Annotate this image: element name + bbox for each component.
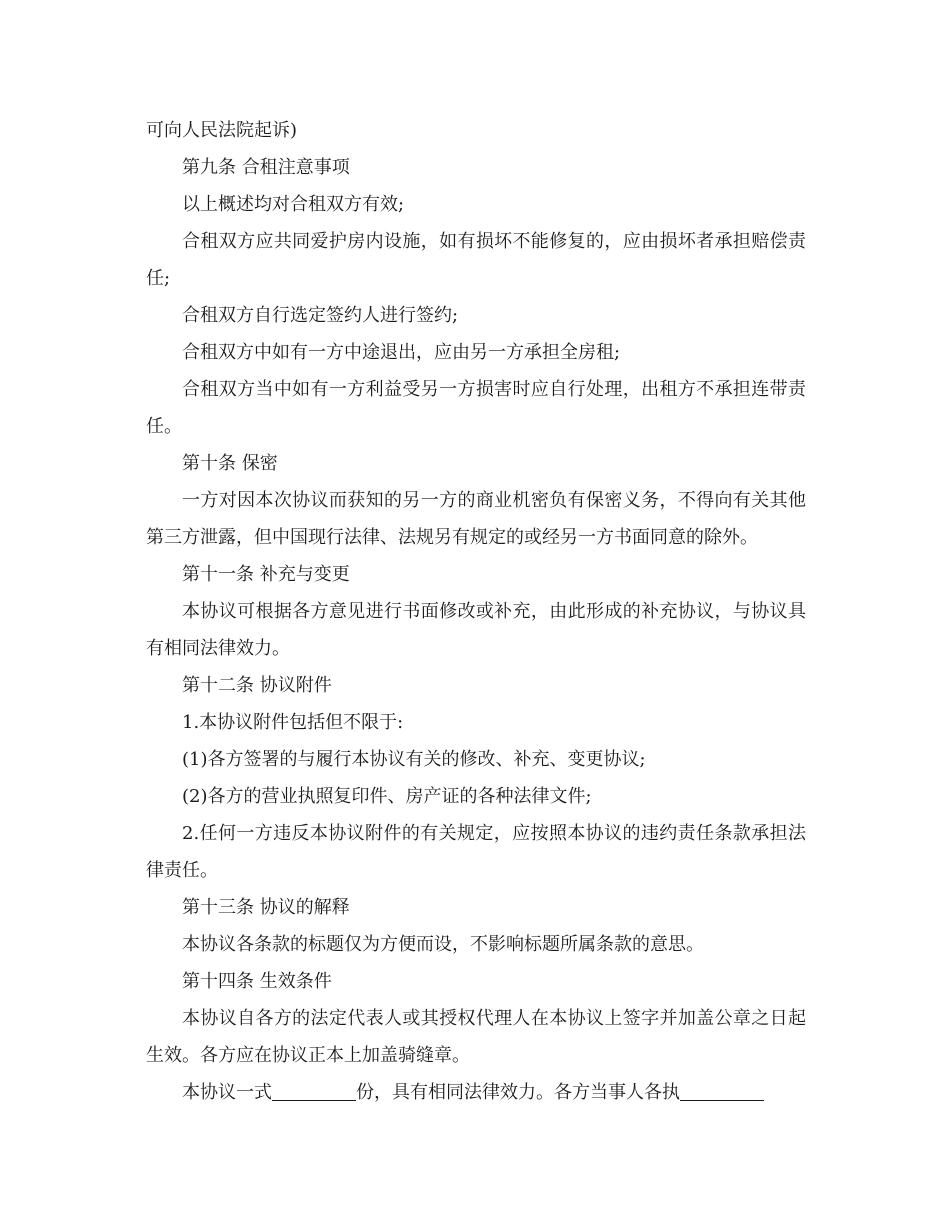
copies-text-2: 份，具有相同法律效力。各方当事人各执 xyxy=(356,1082,680,1103)
article-12-heading: 第十二条 协议附件 xyxy=(182,675,332,696)
copies-count-blank xyxy=(272,1082,356,1101)
copies-line xyxy=(146,1074,806,1111)
paragraph: 合租双方中如有一方中途退出，应由另一方承担全房租; xyxy=(182,342,621,363)
copies-held-blank xyxy=(680,1082,764,1101)
article-9-heading: 第九条 合租注意事项 xyxy=(182,157,350,178)
paragraph: 合租双方应共同爱护房内设施，如有损坏不能修复的，应由损坏者承担赔偿责任; xyxy=(146,231,806,289)
paragraph: 以上概述均对合租双方有效; xyxy=(182,194,405,215)
paragraph: 本协议可根据各方意见进行书面修改或补充，由此形成的补充协议，与协议具有相同法律效力。 xyxy=(146,601,806,659)
paragraph: (1)各方签署的与履行本协议有关的修改、补充、变更协议; xyxy=(182,749,646,770)
paragraph-continuation: 可向人民法院起诉) xyxy=(146,120,298,141)
paragraph: 合租双方自行选定签约人进行签约; xyxy=(182,305,459,326)
article-10-heading: 第十条 保密 xyxy=(182,453,278,474)
copies-text-1: 本协议一式 xyxy=(182,1082,272,1103)
paragraph: 本协议自各方的法定代表人或其授权代理人在本协议上签字并加盖公章之日起生效。各方应在协议正本上加盖骑缝章。 xyxy=(146,1008,806,1066)
paragraph: 本协议各条款的标题仅为方便而设，不影响标题所属条款的意思。 xyxy=(182,934,704,955)
article-13-heading: 第十三条 协议的解释 xyxy=(182,897,350,918)
paragraph: 2.任何一方违反本协议附件的有关规定，应按照本协议的违约责任条款承担法律责任。 xyxy=(146,823,806,881)
article-11-heading: 第十一条 补充与变更 xyxy=(182,564,350,585)
article-14-heading: 第十四条 生效条件 xyxy=(182,971,332,992)
paragraph: (2)各方的营业执照复印件、房产证的各种法律文件; xyxy=(182,786,592,807)
paragraph: 合租双方当中如有一方利益受另一方损害时应自行处理，出租方不承担连带责任。 xyxy=(146,379,806,437)
document-body xyxy=(146,112,806,1111)
paragraph: 1.本协议附件包括但不限于: xyxy=(182,712,404,733)
paragraph: 一方对因本次协议而获知的另一方的商业机密负有保密义务，不得向有关其他第三方泄露，但中国现行法律、法规另有规定的或经另一方书面同意的除外。 xyxy=(146,490,806,548)
